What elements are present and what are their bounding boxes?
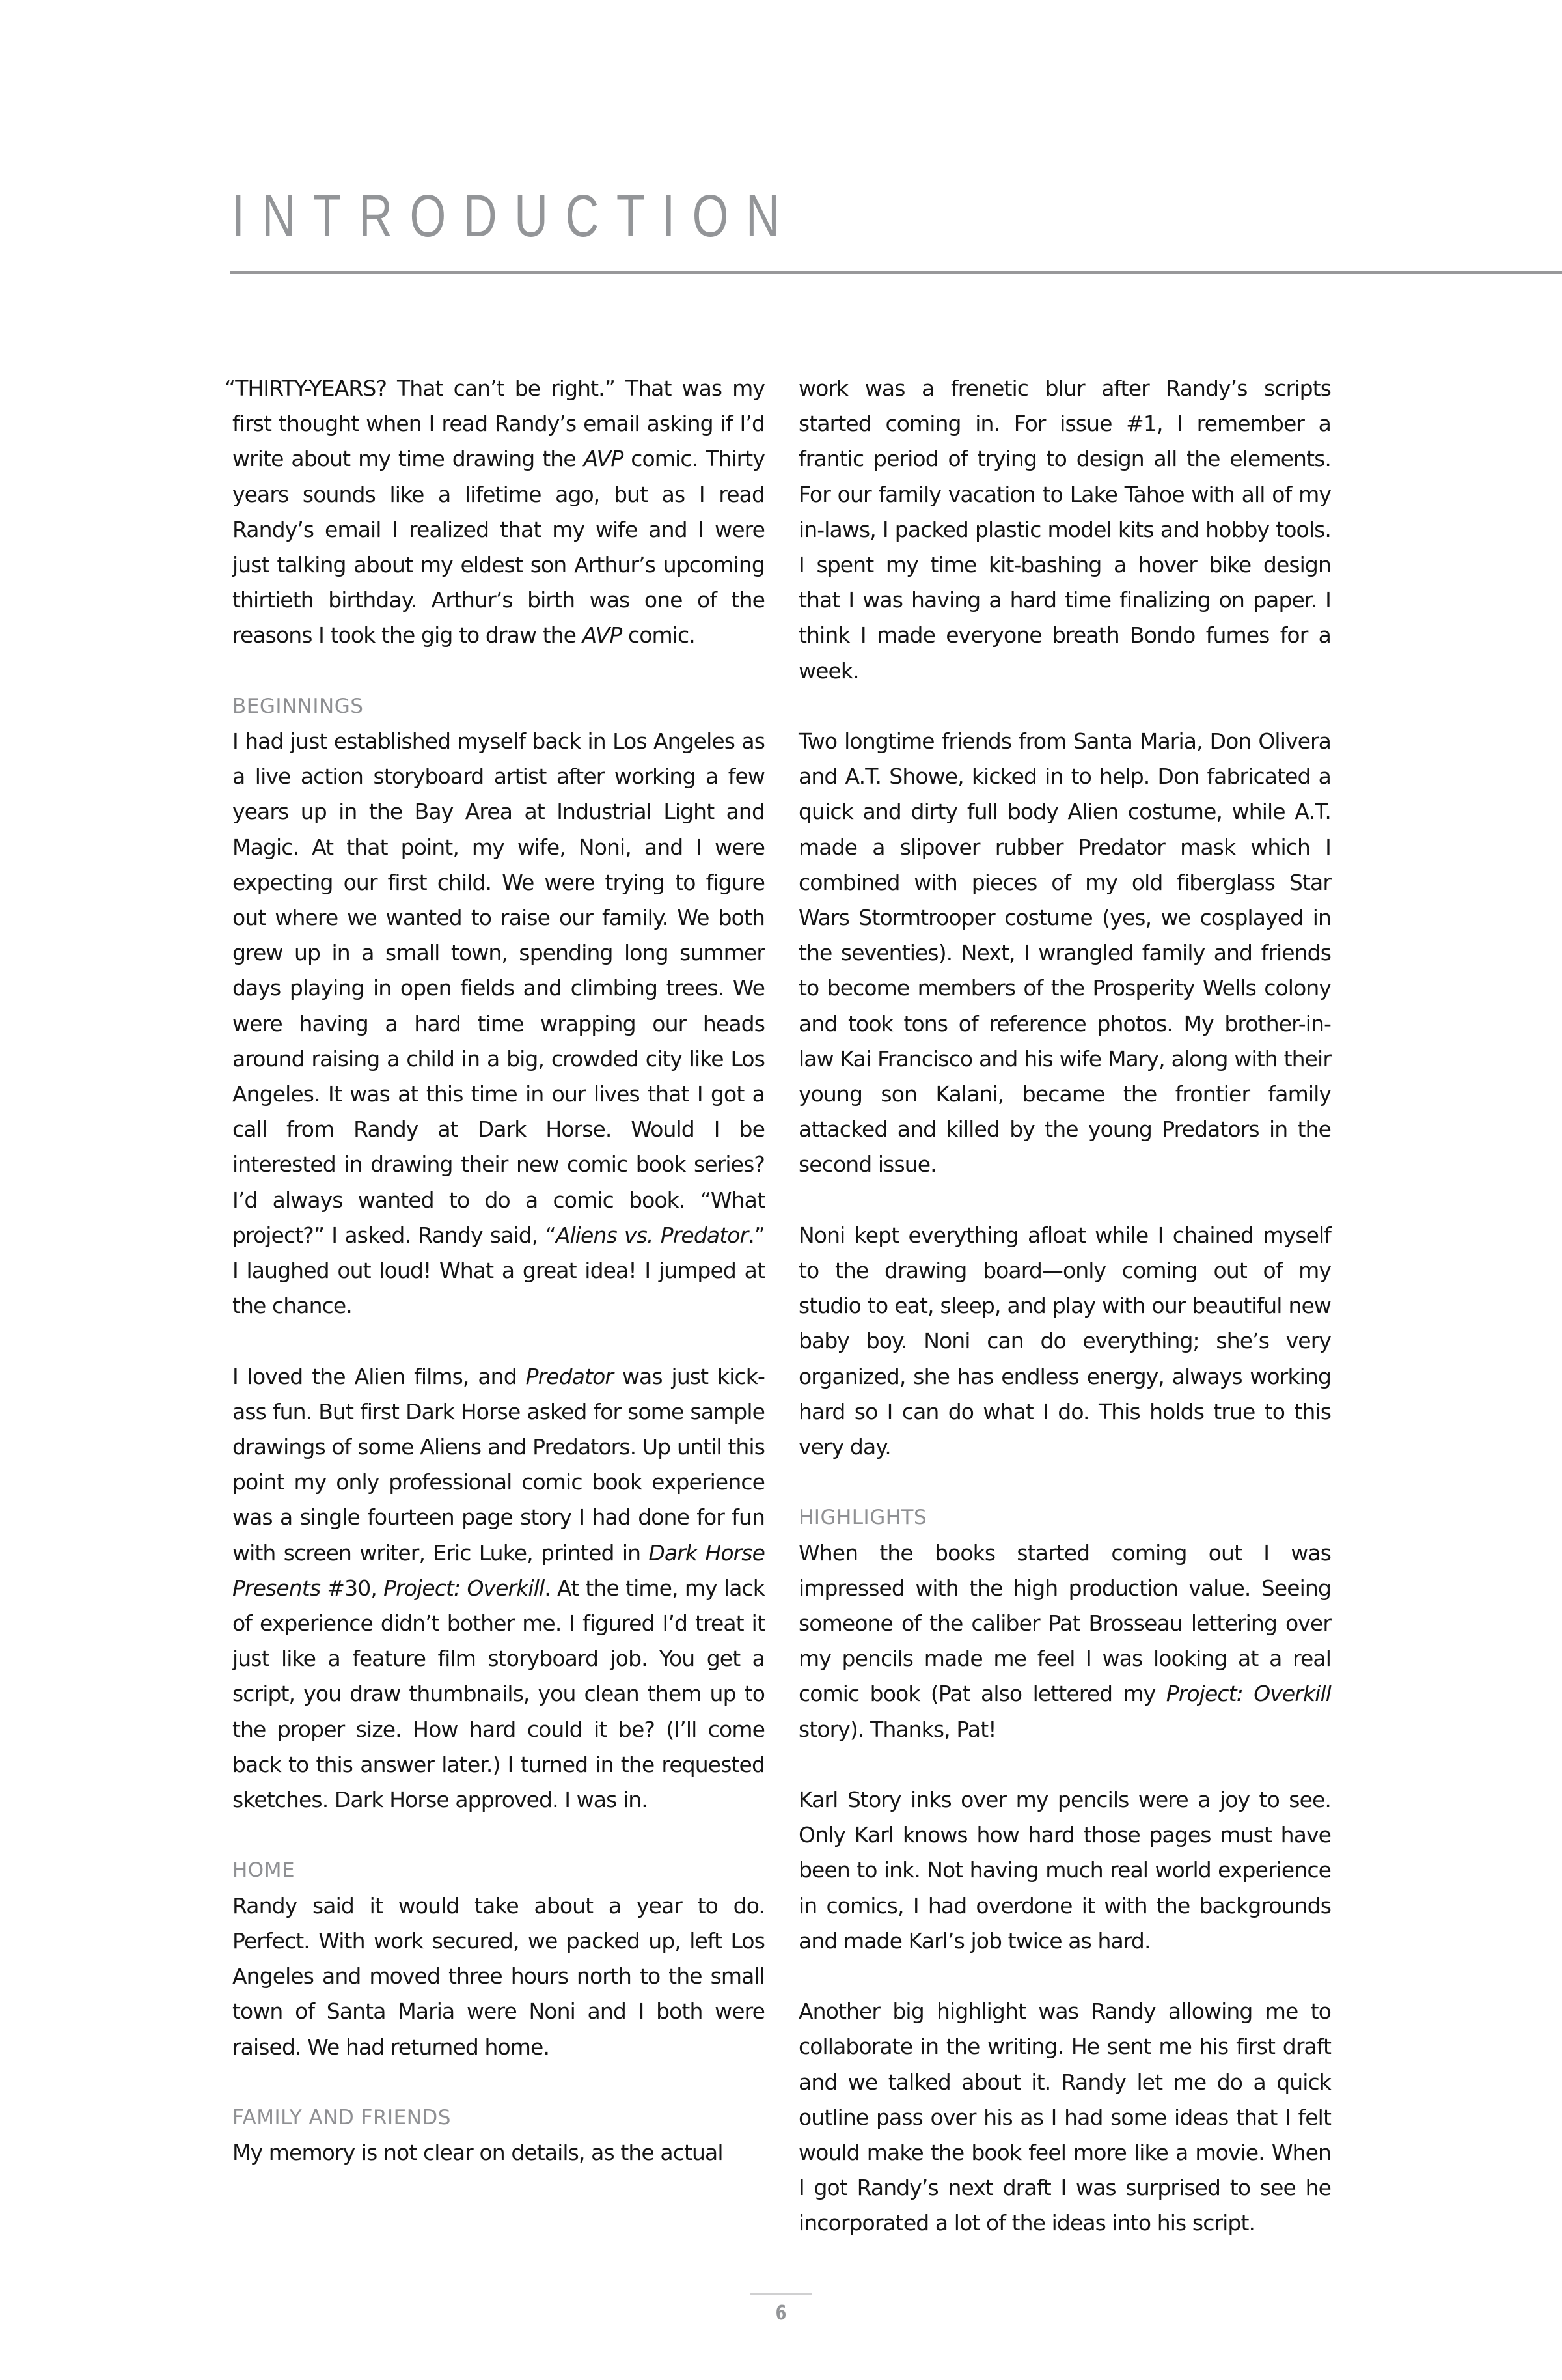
page-title: INTRODUCTION [232,183,797,249]
text-run-italic: AVP [582,622,622,648]
text-run: I loved the Alien films, and [232,1363,526,1389]
section-heading-home: HOME [232,1859,295,1883]
beginnings-paragraph-1 [232,724,765,1323]
text-run: story). Thanks, Pat! [799,1716,996,1742]
text-run: Karl Story inks over my pencils were a joy to see. Only Karl knows how hard those pages must have been to ink. Not having much real world experience in comics, I had overdone it with the backgrounds and made Karl’s job twice as hard. [799,1787,1331,1954]
section-heading-family-and-friends: FAMILY AND FRIENDS [232,2105,451,2129]
right-column [799,371,1331,2241]
text-run-italic: AVP [583,446,623,472]
text-run: Noni kept everything afloat while I chained myself to the drawing board—only coming out of my studio to eat, sleep, and play with our beautiful new baby boy. Noni can do everything; she’s very organized, she has endless energy, always working hard so I can do what I do. This holds true to this very day. [799,1222,1331,1460]
text-run: I had just established myself back in Los Angeles as a live action storyboard artist after working a few years up in the Bay Area at Industrial Light and Magic. At that point, my wife, Noni, and I were expecting our first child. We were trying to figure out where we wanted to raise our family. We both grew up in a small town, spending long summer days playing in open fields and climbing trees. We were having a hard time wrapping our heads around raising a child in a big, crowded city like Los Angeles. It was at this time in our lives that I got a call from Randy at Dark Horse. Would I be interested in drawing their new comic book series? I’d always wanted to do a comic book. “What project?” I asked. Randy said, “ [232,728,765,1248]
text-run: My memory is not clear on details, as the actual [232,2140,723,2166]
footer-divider [750,2293,812,2295]
family-and-friends-paragraph-start [232,2135,765,2170]
family-and-friends-paragraph-cont [799,371,1331,689]
title-divider [230,271,1562,274]
text-run: When the books started coming out I was impressed with the high production value. Seeing someone of the caliber Pat Brosseau lettering over my pencils made me feel I was looking at a real comic book (Pat also lettered my [799,1540,1331,1707]
friends-paragraph [799,724,1331,1183]
text-run: work was a frenetic blur after Randy’s scripts started coming in. For issue #1, I remember a frantic period of trying to design all the elements. For our family vacation to Lake Tahoe with all of my in-laws, I packed plastic model kits and hobby tools. I spent my time kit-bashing a hover bike design that I was having a hard time finalizing on paper. I think I made everyone breath Bondo fumes for a week. [799,376,1331,684]
text-run-italic: Aliens vs. Predator [555,1222,748,1248]
text-run: “THIRTY-YEARS? That can’t be right.” That was my first thought when I read Randy’s email asking if I’d write about my time drawing the [225,376,765,472]
text-run: . At the time, my lack of experience didn’t bother me. I figured I’d treat it just like a feature film storyboard job. You get a script, you draw thumbnails, you clean them up to the proper size. How hard could it be? (I’ll come back to this answer later.) I turned in the requested sketches. Dark Horse approved. I was in. [232,1575,765,1813]
text-run: comic. [622,622,695,648]
highlights-paragraph-1 [799,1536,1331,1747]
beginnings-paragraph-2 [232,1359,765,1818]
text-run: comic. Thirty years sounds like a lifetime ago, but as I read Randy’s email I realized that my wife and I were just talking about my eldest son Arthur’s upcoming thirtieth birthday. Arthur’s birth was one of the reasons I took the gig to draw the [232,446,765,648]
section-heading-beginnings: BEGINNINGS [232,694,364,718]
page-number: 6 [775,2302,787,2325]
text-run: Randy said it would take about a year to do. Perfect. With work secured, we packed up, left Los Angeles and moved three hours north to the small town of Santa Maria were Noni and I both were raised. We had returned home. [232,1892,765,2060]
highlights-paragraph-2 [799,1782,1331,1959]
text-run: Two longtime friends from Santa Maria, Don Olivera and A.T. Showe, kicked in to help. Don fabricated a quick and dirty full body Alien costume, while A.T. made a slipover rubber Predator mask which I combined with pieces of my old fiberglass Star Wars Stormtrooper costume (yes, we cosplayed in the seventies). Next, I wrangled family and friends to become members of the Prosperity Wells colony and took tons of reference photos. My brother-in-law Kai Francisco and his wife Mary, along with their young son Kalani, became the frontier family attacked and killed by the young Predators in the second issue. [799,728,1331,1178]
text-run: #30, [320,1575,384,1601]
highlights-paragraph-3 [799,1994,1331,2241]
text-run-italic: Project: Overkill [383,1575,545,1601]
home-paragraph [232,1889,765,2065]
intro-paragraph [225,371,765,654]
text-run: .” I laughed out loud! What a great idea! I jumped at the chance. [232,1222,765,1319]
text-run: Another big highlight was Randy allowing me to collaborate in the writing. He sent me his first draft and we talked about it. Randy let me do a quick outline pass over his as I had some ideas that I felt would make the book feel more like a movie. When I got Randy’s next draft I was surprised to see he incorporated a lot of the ideas into his script. [799,1999,1331,2236]
section-heading-highlights: HIGHLIGHTS [799,1506,927,1530]
text-run: was just kick-ass fun. But first Dark Horse asked for some sample drawings of some Aliens and Predators. Up until this point my only professional comic book experience was a single fourteen page story I had done for fun with screen writer, Eric Luke, printed in [232,1363,765,1566]
text-run-italic: Predator [525,1363,614,1389]
text-run-italic: Dark Horse Presents [232,1540,765,1601]
text-run-italic: Project: Overkill [1166,1681,1331,1707]
left-column [225,371,765,2170]
noni-paragraph [799,1218,1331,1465]
